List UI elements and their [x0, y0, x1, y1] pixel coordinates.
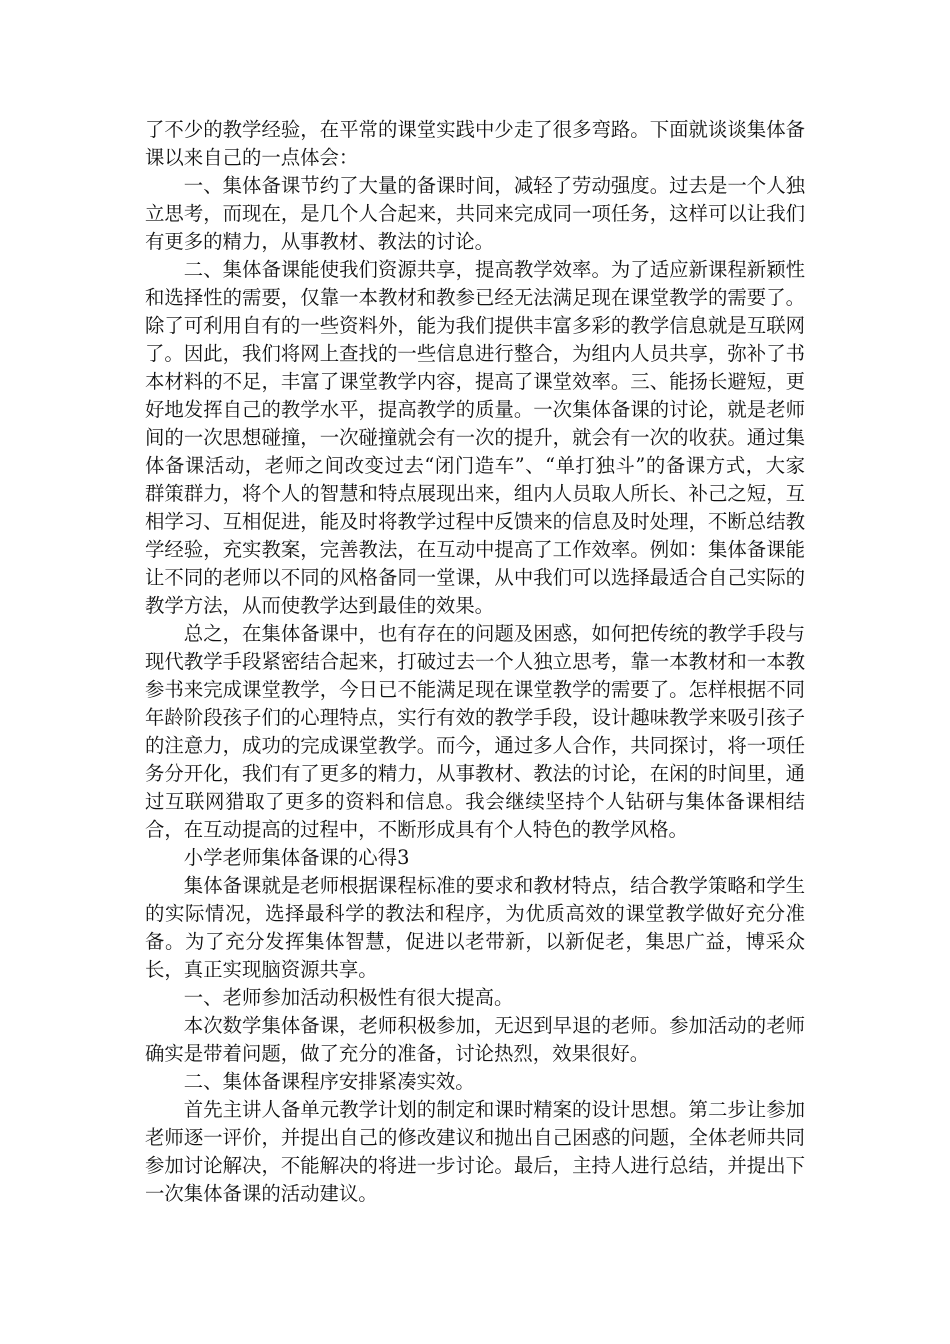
paragraph: 集体备课就是老师根据课程标准的要求和教材特点，结合教学策略和学生的实际情况，选择最科学的教法和程序，为优质高效的课堂教学做好充分准备。为了充分发挥集体智慧，促进以老带新，以新促老，集思广益，博采众长，真正实现脑资源共享。 [145, 874, 805, 981]
paragraph: 二、集体备课程序安排紧凑实效。 [183, 1070, 475, 1093]
paragraph: 总之，在集体备课中，也有存在的问题及困惑，如何把传统的教学手段与现代教学手段紧密结合起来，打破过去一个人独立思考，靠一本教材和一本教参书来完成课堂教学，今日已不能满足现在课堂教学的需要了。怎样根据不同年龄阶段孩子们的心理特点，实行有效的教学手段，设计趣味教学来吸引孩子的注意力，成功的完成课堂教学。而今，通过多人合作，共同探讨，将一项任务分开化，我们有了更多的精力，从事教材、教法的讨论，在闲的时间里，通过互联网猎取了更多的资料和信息。我会继续坚持个人钻研与集体备课相结合，在互动提高的过程中，不断形成具有个人特色的教学风格。 [145, 622, 805, 841]
paragraph: 首先主讲人备单元教学计划的制定和课时精案的设计思想。第二步让参加老师逐一评价，并提出自己的修改建议和抛出自己困惑的问题，全体老师共同参加讨论解决，不能解决的将进一步讨论。最后，主持人进行总结，并提出下一次集体备课的活动建议。 [145, 1098, 805, 1205]
document-page [145, 116, 805, 1208]
paragraph: 一、集体备课节约了大量的备课时间，减轻了劳动强度。过去是一个人独立思考，而现在，是几个人合起来，共同来完成同一项任务，这样可以让我们有更多的精力，从事教材、教法的讨论。 [145, 174, 805, 253]
section-heading: 小学老师集体备课的心得3 [183, 846, 410, 869]
paragraph: 本次数学集体备课，老师积极参加，无迟到早退的老师。参加活动的老师确实是带着问题，做了充分的准备，讨论热烈，效果很好。 [145, 1014, 805, 1065]
paragraph: 一、老师参加活动积极性有很大提高。 [183, 986, 514, 1009]
paragraph: 二、集体备课能使我们资源共享，提高教学效率。为了适应新课程新颖性和选择性的需要，仅靠一本教材和教参已经无法满足现在课堂教学的需要了。除了可利用自有的一些资料外，能为我们提供丰富多彩的教学信息就是互联网了。因此，我们将网上查找的一些信息进行整合，为组内人员共享，弥补了书本材料的不足，丰富了课堂教学内容，提高了课堂效率。三、能扬长避短，更好地发挥自己的教学水平，提高教学的质量。一次集体备课的讨论，就是老师间的一次思想碰撞，一次碰撞就会有一次的提升，就会有一次的收获。通过集体备课活动，老师之间改变过去“闭门造车”、“单打独斗”的备课方式，大家群策群力，将个人的智慧和特点展现出来，组内人员取人所长、补己之短，互相学习、互相促进，能及时将教学过程中反馈来的信息及时处理，不断总结教学经验，充实教案，完善教法，在互动中提高了工作效率。例如：集体备课能让不同的老师以不同的风格备同一堂课，从中我们可以选择最适合自己实际的教学方法，从而使教学达到最佳的效果。 [145, 258, 805, 617]
paragraph: 了不少的教学经验，在平常的课堂实践中少走了很多弯路。下面就谈谈集体备课以来自己的一点体会： [145, 118, 805, 169]
